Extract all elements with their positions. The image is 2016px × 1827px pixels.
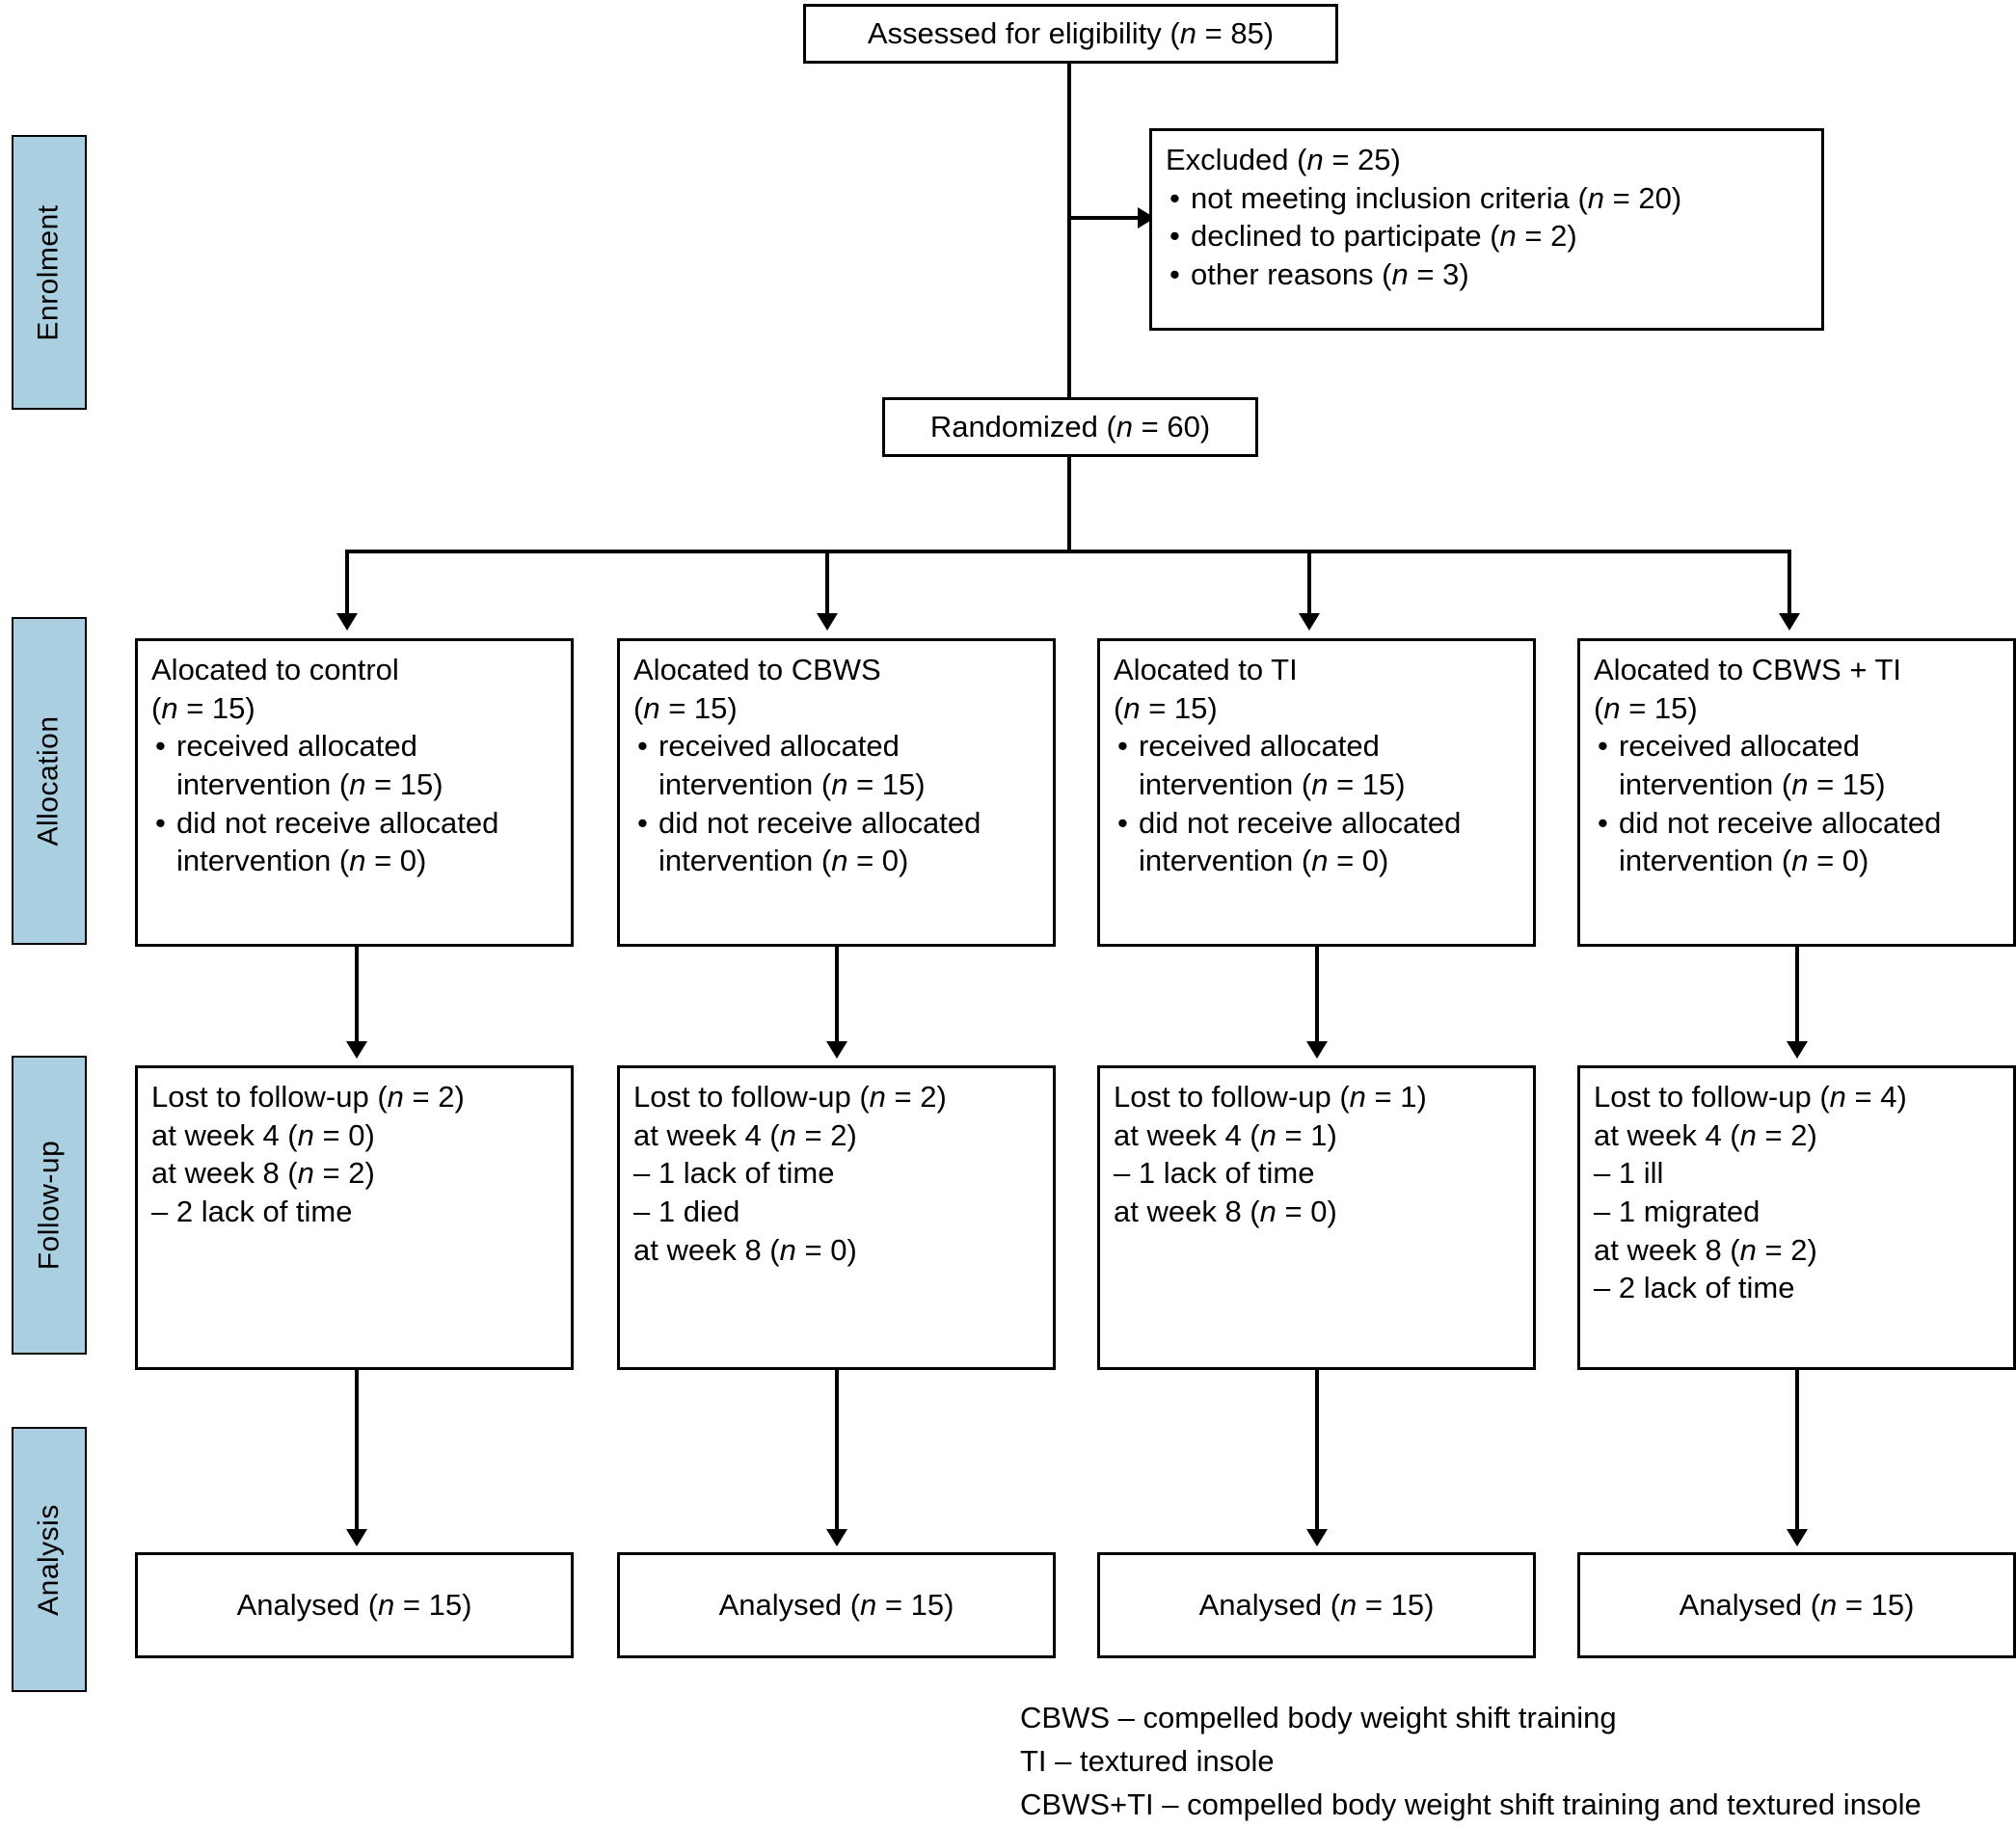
connector-drop-alloc-2 bbox=[1307, 550, 1311, 623]
stage-label-analysis-text: Analysis bbox=[33, 1503, 65, 1616]
followup-3-line-2: – 1 ill bbox=[1594, 1156, 1664, 1191]
followup-0-line-1: at week 4 (n = 0) bbox=[151, 1117, 375, 1152]
stage-label-followup bbox=[12, 1056, 87, 1355]
connector-drop-alloc-0 bbox=[345, 550, 349, 623]
arrowhead-followup-2 bbox=[1306, 1041, 1328, 1059]
allocation-1-item-1: • did not receive allocated intervention (n = 0) bbox=[633, 804, 1039, 880]
legend bbox=[1020, 1697, 1994, 1827]
allocation-0-item-0: • received allocated intervention (n = 15) bbox=[151, 727, 557, 803]
legend-line-0: CBWS – compelled body weight shift training bbox=[1020, 1701, 1617, 1734]
arrowhead-analysis-3 bbox=[1787, 1529, 1808, 1546]
allocation-3-item-1: • did not receive allocated intervention (n = 0) bbox=[1594, 804, 2000, 880]
analysis-0-label: Analysed (n = 15) bbox=[236, 1588, 472, 1623]
allocation-2-title: Alocated to TI bbox=[1114, 653, 1298, 686]
connector-drop-alloc-3 bbox=[1788, 550, 1791, 623]
node-analysis-2 bbox=[1097, 1552, 1536, 1658]
stage-label-allocation bbox=[12, 617, 87, 945]
connector-followup-0-to-analysis bbox=[355, 1370, 359, 1536]
followup-2-line-3: at week 8 (n = 0) bbox=[1114, 1195, 1337, 1229]
connector-alloc-0-to-followup bbox=[355, 947, 359, 1048]
arrowhead-alloc-0 bbox=[336, 613, 358, 631]
followup-3-line-0: Lost to follow-up (n = 4) bbox=[1594, 1080, 1907, 1114]
arrowhead-followup-0 bbox=[346, 1041, 367, 1059]
node-followup-0 bbox=[135, 1065, 574, 1370]
allocation-0-n: (n = 15) bbox=[151, 690, 255, 725]
connector-followup-3-to-analysis bbox=[1795, 1370, 1799, 1536]
followup-2-line-0: Lost to follow-up (n = 1) bbox=[1114, 1080, 1427, 1114]
stage-label-allocation-text: Allocation bbox=[33, 715, 66, 846]
node-randomized bbox=[882, 397, 1258, 457]
legend-line-1: TI – textured insole bbox=[1020, 1743, 1275, 1778]
allocation-1-item-0: • received allocated intervention (n = 15) bbox=[633, 727, 1039, 803]
followup-3-line-1: at week 4 (n = 2) bbox=[1594, 1117, 1817, 1152]
connector-followup-1-to-analysis bbox=[835, 1370, 839, 1536]
followup-0-line-3: – 2 lack of time bbox=[151, 1195, 353, 1229]
stage-label-analysis bbox=[12, 1427, 87, 1692]
node-followup-2 bbox=[1097, 1065, 1536, 1370]
followup-0-line-0: Lost to follow-up (n = 2) bbox=[151, 1080, 465, 1114]
connector-to-excluded bbox=[1067, 216, 1140, 220]
followup-2-line-1: at week 4 (n = 1) bbox=[1114, 1117, 1337, 1152]
node-followup-1 bbox=[617, 1065, 1056, 1370]
allocation-3-item-0: • received allocated intervention (n = 15) bbox=[1594, 727, 2000, 803]
node-assessed-label: Assessed for eligibility (n = 85) bbox=[867, 16, 1275, 51]
followup-2-line-2: – 1 lack of time bbox=[1114, 1156, 1315, 1191]
followup-0-line-2: at week 8 (n = 2) bbox=[151, 1156, 375, 1191]
allocation-2-n: (n = 15) bbox=[1114, 690, 1218, 725]
allocation-2-item-0: • received allocated intervention (n = 15) bbox=[1114, 727, 1519, 803]
connector-randomized-down bbox=[1067, 457, 1071, 551]
stage-label-enrolment-text: Enrolment bbox=[33, 203, 66, 341]
arrowhead-analysis-2 bbox=[1306, 1529, 1328, 1546]
allocation-3-n: (n = 15) bbox=[1594, 690, 1698, 725]
followup-1-line-2: – 1 lack of time bbox=[633, 1156, 835, 1191]
followup-1-line-1: at week 4 (n = 2) bbox=[633, 1117, 857, 1152]
node-allocation-1 bbox=[617, 638, 1056, 947]
connector-assessed-to-randomized bbox=[1067, 64, 1071, 399]
node-analysis-3 bbox=[1577, 1552, 2016, 1658]
arrowhead-alloc-2 bbox=[1299, 613, 1320, 631]
arrowhead-analysis-0 bbox=[346, 1529, 367, 1546]
followup-1-line-4: at week 8 (n = 0) bbox=[633, 1232, 857, 1267]
node-analysis-0 bbox=[135, 1552, 574, 1658]
arrowhead-followup-1 bbox=[826, 1041, 847, 1059]
allocation-2-item-1: • did not receive allocated intervention (n = 0) bbox=[1114, 804, 1519, 880]
excluded-item-2: • other reasons (n = 3) bbox=[1166, 255, 1808, 294]
node-followup-3 bbox=[1577, 1065, 2016, 1370]
allocation-3-title: Alocated to CBWS + TI bbox=[1594, 653, 1902, 686]
arrowhead-followup-3 bbox=[1787, 1041, 1808, 1059]
stage-label-followup-text: Follow-up bbox=[33, 1140, 65, 1271]
node-allocation-2 bbox=[1097, 638, 1536, 947]
followup-3-line-5: – 2 lack of time bbox=[1594, 1271, 1795, 1305]
connector-randomized-split bbox=[345, 550, 1791, 553]
arrowhead-alloc-3 bbox=[1779, 613, 1800, 631]
connector-alloc-2-to-followup bbox=[1315, 947, 1319, 1048]
node-allocation-3 bbox=[1577, 638, 2016, 947]
connector-alloc-3-to-followup bbox=[1795, 947, 1799, 1048]
allocation-0-title: Alocated to control bbox=[151, 653, 399, 686]
analysis-2-label: Analysed (n = 15) bbox=[1198, 1588, 1435, 1623]
followup-3-line-3: – 1 migrated bbox=[1594, 1195, 1761, 1229]
allocation-1-title: Alocated to CBWS bbox=[633, 653, 881, 686]
node-excluded bbox=[1149, 128, 1824, 331]
legend-line-2: CBWS+TI – compelled body weight shift training and textured insole bbox=[1020, 1787, 1922, 1821]
stage-label-enrolment bbox=[12, 135, 87, 410]
allocation-0-item-1: • did not receive allocated intervention (n = 0) bbox=[151, 804, 557, 880]
followup-1-line-0: Lost to follow-up (n = 2) bbox=[633, 1080, 947, 1114]
excluded-item-0: • not meeting inclusion criteria (n = 20) bbox=[1166, 179, 1808, 218]
connector-drop-alloc-1 bbox=[825, 550, 829, 623]
excluded-title: Excluded (n = 25) bbox=[1166, 143, 1401, 176]
analysis-3-label: Analysed (n = 15) bbox=[1679, 1588, 1915, 1623]
node-allocation-0 bbox=[135, 638, 574, 947]
arrowhead-alloc-1 bbox=[817, 613, 838, 631]
connector-followup-2-to-analysis bbox=[1315, 1370, 1319, 1536]
connector-alloc-1-to-followup bbox=[835, 947, 839, 1048]
followup-1-line-3: – 1 died bbox=[633, 1195, 740, 1229]
followup-3-line-4: at week 8 (n = 2) bbox=[1594, 1232, 1817, 1267]
arrowhead-analysis-1 bbox=[826, 1529, 847, 1546]
node-randomized-label: Randomized (n = 60) bbox=[929, 410, 1211, 444]
excluded-item-1: • declined to participate (n = 2) bbox=[1166, 217, 1808, 255]
node-assessed-for-eligibility bbox=[803, 4, 1338, 64]
analysis-1-label: Analysed (n = 15) bbox=[718, 1588, 954, 1623]
allocation-1-n: (n = 15) bbox=[633, 690, 738, 725]
node-analysis-1 bbox=[617, 1552, 1056, 1658]
